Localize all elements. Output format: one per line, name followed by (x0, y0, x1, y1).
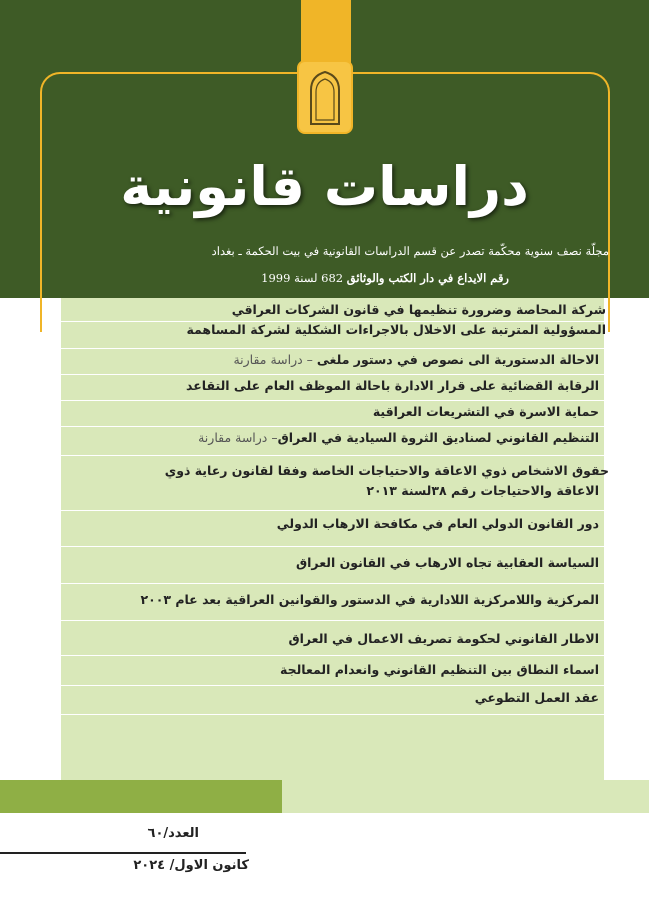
divider (61, 400, 604, 401)
topic-item: الاحالة الدستورية الى نصوص في دستور ملغى – دراسة مقارنة (233, 352, 599, 367)
topic-item: التنظيم القانوني لصناديق الثروة السيادية في العراق– دراسة مقارنة (198, 430, 599, 445)
divider (61, 348, 604, 349)
topic-item: الاطار القانوني لحكومة تصريف الاعمال في العراق (288, 631, 599, 646)
topic-item: الرقابة القضائية على قرار الادارة باحالة الموظف العام على التقاعد (186, 378, 599, 393)
divider (61, 583, 604, 584)
topic-item: دور القانون الدولي العام في مكافحة الارهاب الدولي (276, 516, 599, 531)
deposit-number: 682 لسنة 1999 (261, 271, 344, 285)
topic-item: السياسة العقابية تجاه الارهاب في القانون العراق (295, 555, 599, 570)
journal-title: دراسات قانونية (120, 155, 529, 218)
footer-rule (0, 852, 246, 854)
divider (61, 546, 604, 547)
divider (61, 510, 604, 511)
divider (61, 655, 604, 656)
issue-date: كانون الاول/ ٢٠٢٤ (133, 858, 249, 873)
topic-item: الاعاقة والاحتياجات رقم ٣٨لسنة ٢٠١٣ (366, 483, 599, 498)
footer-bar-left (0, 780, 282, 813)
topic-item: اسماء النطاق بين التنظيم القانوني وانعدام المعالجة (280, 662, 599, 677)
divider (61, 426, 604, 427)
deposit-info (261, 271, 509, 285)
deposit-label: رقم الايداع في دار الكتب والوثائق (346, 271, 509, 285)
topic-item: عقد العمل التطوعي (474, 690, 599, 705)
topic-item: المركزية واللامركزية اللادارية في الدستور والقوانين العراقية بعد عام ٢٠٠٣ (140, 592, 599, 607)
topic-item: شركة المحاصة وضرورة تنظيمها في قانون الشركات العراقي (231, 302, 606, 317)
issue-number: العدد/٦٠ (147, 826, 199, 841)
topics-list (61, 298, 609, 780)
footer-bar-right (282, 780, 649, 813)
divider (61, 374, 604, 375)
topic-item: حقوق الاشخاص ذوي الاعاقة والاحتياجات الخاصة وفقا لقانون رعاية ذوي (164, 463, 609, 478)
bayt-al-hikma-emblem-icon (307, 68, 343, 126)
divider (61, 455, 604, 456)
journal-subtitle: مجلّة نصف سنوية محكّمة تصدر عن قسم الدراسات القانونية في بيت الحكمة ـ بغداد (211, 244, 609, 258)
topic-item: حماية الاسرة في التشريعات العراقية (372, 404, 599, 419)
journal-logo (299, 62, 351, 132)
divider (61, 685, 604, 686)
divider (61, 620, 604, 621)
divider (61, 714, 604, 715)
topic-item: المسؤولية المترتبة على الاخلال بالاجراءات الشكلية لشركة المساهمة (186, 322, 606, 337)
